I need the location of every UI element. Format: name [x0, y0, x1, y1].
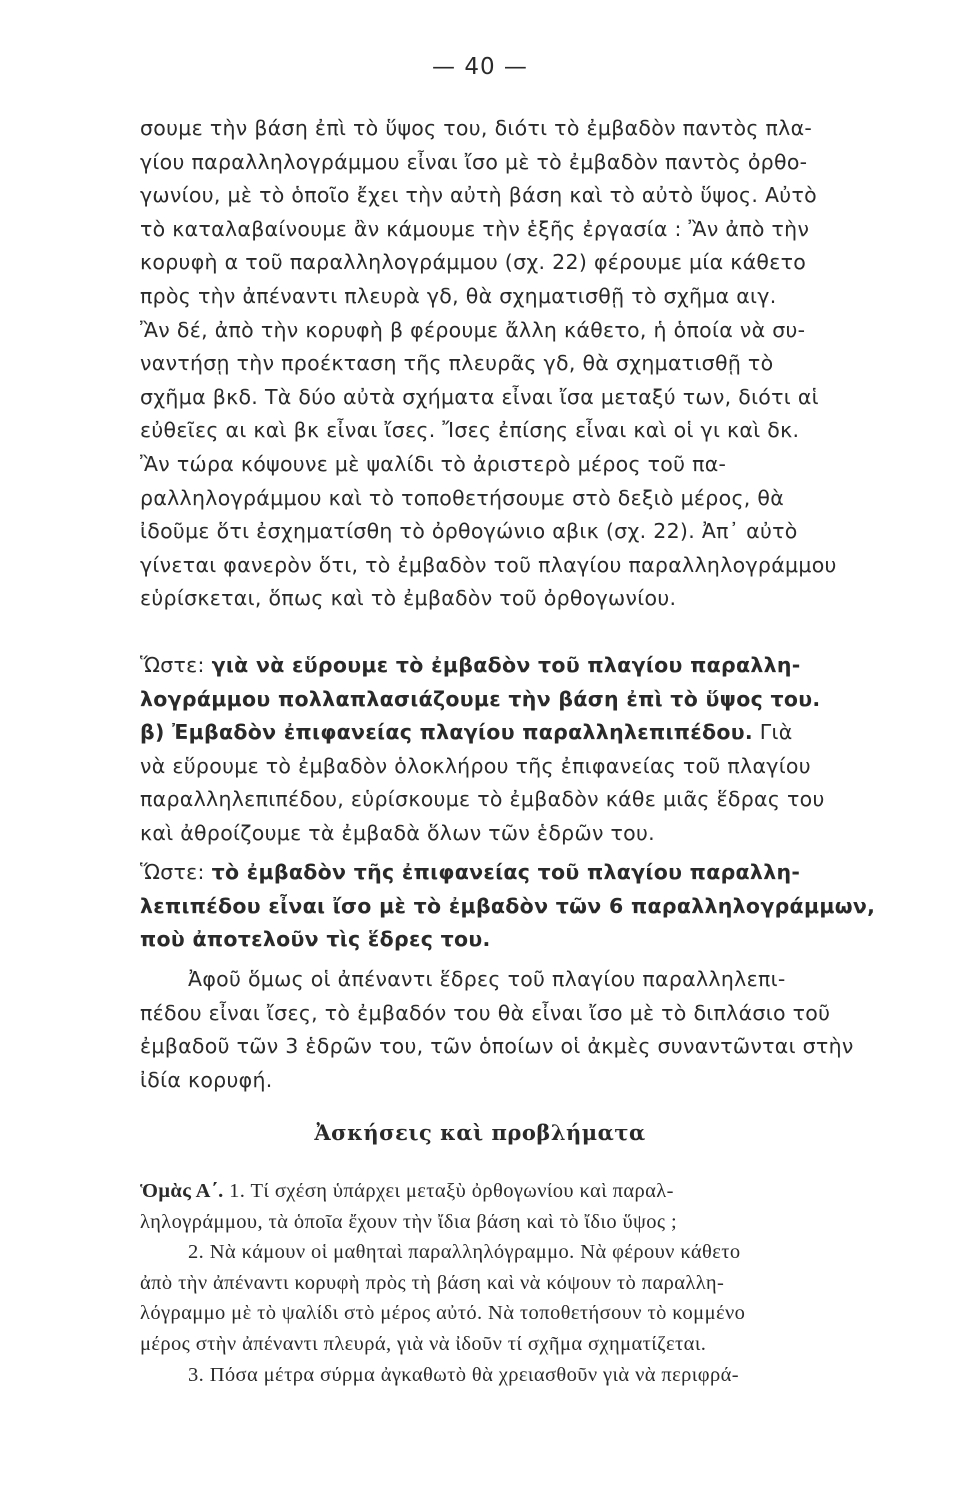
text-line: ναντήσῃ τὴν προέκταση τῆς πλευρᾶς γδ, θὰ σχηματισθῇ τὸ — [140, 351, 774, 376]
exercise-line: λόγραμμο μὲ τὸ ψαλίδι στὸ μέρος αὐτό. Νὰ τοποθετήσουν τὸ κομμένο — [140, 1302, 746, 1325]
text-line: Ἀφοῦ ὅμως οἱ ἀπέναντι ἕδρες τοῦ πλαγίου παραλληλεπι- — [188, 967, 786, 991]
paragraph-area-explanation — [140, 112, 940, 616]
text-line: ἰδοῦμε ὅτι ἐσχηματίσθη τὸ ὀρθογώνιο αβικ (σχ. 22). Ἀπ᾽ αὐτὸ — [140, 519, 798, 544]
page-number: — 40 — — [432, 54, 528, 80]
exercise-line: 2. Νὰ κάμουν οἱ μαθηταὶ παραλληλόγραμμο. Νὰ φέρουν κάθετο — [188, 1241, 741, 1264]
rule-prefix: Ὥστε: — [140, 860, 212, 884]
text-line: ἰδία κορυφή. — [140, 1067, 273, 1092]
text-line: παραλληλεπιπέδου, εὑρίσκουμε τὸ ἐμβαδὸν κάθε μιᾶς ἕδρας του — [140, 787, 825, 812]
exercises-heading: Ἀσκήσεις καὶ προβλήματα — [314, 1120, 646, 1145]
rule-parallelogram-area — [140, 649, 940, 851]
text-line: γίου παραλληλογράμμου εἶναι ἴσο μὲ τὸ ἐμβαδὸν παντὸς ὀρθο- — [140, 149, 808, 174]
text-line: πέδου εἶναι ἴσες, τὸ ἐμβαδόν του θὰ εἶναι ἴσο μὲ τὸ διπλάσιο τοῦ — [140, 1000, 831, 1025]
text-line: ραλληλογράμμου καὶ τὸ τοποθετήσουμε στὸ δεξιὸ μέρος, θὰ — [140, 485, 785, 510]
text-line: νὰ εὕρουμε τὸ ἐμβαδὸν ὁλοκλήρου τῆς ἐπιφανείας τοῦ πλαγίου — [140, 753, 811, 778]
rule-prefix: Ὥστε: — [140, 653, 212, 677]
exercise-line: μέρος στὴν ἀπέναντι πλευρά, γιὰ νὰ ἰδοῦν τί σχῆμα σχηματίζεται. — [140, 1332, 707, 1355]
text-line: εὐθεῖες αι καὶ βκ εἶναι ἴσες. Ἴσες ἐπίσης εἶναι καὶ οἱ γι καὶ δκ. — [140, 418, 800, 443]
section-b-title: β) Ἐμβαδὸν ἐπιφανείας πλαγίου παραλληλεπιπέδου. — [140, 720, 753, 745]
rule-text-line: ποὺ ἀποτελοῦν τὶς ἕδρες του. — [140, 927, 491, 952]
exercise-text: 1. Τί σχέση ὑπάρχει μεταξὺ ὀρθογωνίου καὶ παραλ- — [223, 1180, 674, 1202]
text-line: ἐμβαδοῦ τῶν 3 ἑδρῶν του, τῶν ὁποίων οἱ ἀκμὲς συναντῶνται στὴν — [140, 1034, 854, 1059]
exercise-line: ἀπὸ τὴν ἀπέναντι κορυφὴ πρὸς τὴ βάση καὶ νὰ κόψουν τὸ παραλλη- — [140, 1271, 725, 1294]
group-label: Ὁμὰς Α΄. — [140, 1180, 224, 1202]
rule-text: τὸ ἐμβαδὸν τῆς ἐπιφανείας τοῦ πλαγίου παραλλη- — [211, 860, 801, 884]
text-line: Ἂν τώρα κόψουνε μὲ ψαλίδι τὸ ἀριστερὸ μέρος τοῦ πα- — [140, 451, 727, 476]
text-line — [140, 856, 940, 890]
paragraph-opposite-faces — [140, 963, 940, 1097]
rule-parallelepiped-surface — [140, 856, 940, 957]
exercise-line — [140, 1176, 940, 1207]
exercise-line: 3. Πόσα μέτρα σύρμα ἀγκαθωτὸ θὰ χρειασθοῦν γιὰ νὰ περιφρά- — [188, 1363, 739, 1386]
text-line: Ἂν δέ, ἀπὸ τὴν κορυφὴ β φέρουμε ἄλλη κάθετο, ἡ ὁποία νὰ συ- — [140, 317, 806, 342]
exercise-line: ληλογράμμου, τὰ ὁποῖα ἔχουν τὴν ἴδια βάση καὶ τὸ ἴδιο ὕψος ; — [140, 1210, 678, 1233]
section-b-title-rest: Γιὰ — [752, 720, 793, 745]
text-line: τὸ καταλαβαίνουμε ἂν κάμουμε τὴν ἑξῆς ἐργασία : Ἂν ἀπὸ τὴν — [140, 216, 810, 241]
text-line: σχῆμα βκδ. Τὰ δύο αὐτὰ σχήματα εἶναι ἴσα μεταξύ των, διότι αἱ — [140, 384, 819, 409]
text-line: εὑρίσκεται, ὅπως καὶ τὸ ἐμβαδὸν τοῦ ὀρθογωνίου. — [140, 586, 677, 611]
text-line — [140, 649, 940, 683]
text-line: σουμε τὴν βάση ἐπὶ τὸ ὕψος του, διότι τὸ ἐμβαδὸν παντὸς πλα- — [140, 116, 813, 140]
text-line: πρὸς τὴν ἀπέναντι πλευρὰ γδ, θὰ σχηματισθῇ τὸ σχῆμα αιγ. — [140, 283, 777, 308]
section-b-title-line — [140, 716, 940, 750]
text-line: γωνίου, μὲ τὸ ὁποῖο ἔχει τὴν αὐτὴ βάση καὶ τὸ αὐτὸ ὕψος. Αὐτὸ — [140, 183, 817, 208]
rule-text: γιὰ νὰ εὕρουμε τὸ ἐμβαδὸν τοῦ πλαγίου παραλλη- — [211, 653, 801, 677]
rule-text-line: λογράμμου πολλαπλασιάζουμε τὴν βάση ἐπὶ τὸ ὕψος του. — [140, 686, 821, 711]
text-line: κορυφὴ α τοῦ παραλληλογράμμου (σχ. 22) φέρουμε μία κάθετο — [140, 250, 807, 275]
rule-text-line: λεπιπέδου εἶναι ἴσο μὲ τὸ ἐμβαδὸν τῶν 6 παραλληλογράμμων, — [140, 893, 876, 918]
text-line: καὶ ἀθροίζουμε τὰ ἐμβαδὰ ὅλων τῶν ἑδρῶν του. — [140, 820, 655, 845]
exercises-list — [140, 1176, 940, 1390]
text-line: γίνεται φανερὸν ὅτι, τὸ ἐμβαδὸν τοῦ πλαγίου παραλληλογράμμου — [140, 552, 837, 577]
